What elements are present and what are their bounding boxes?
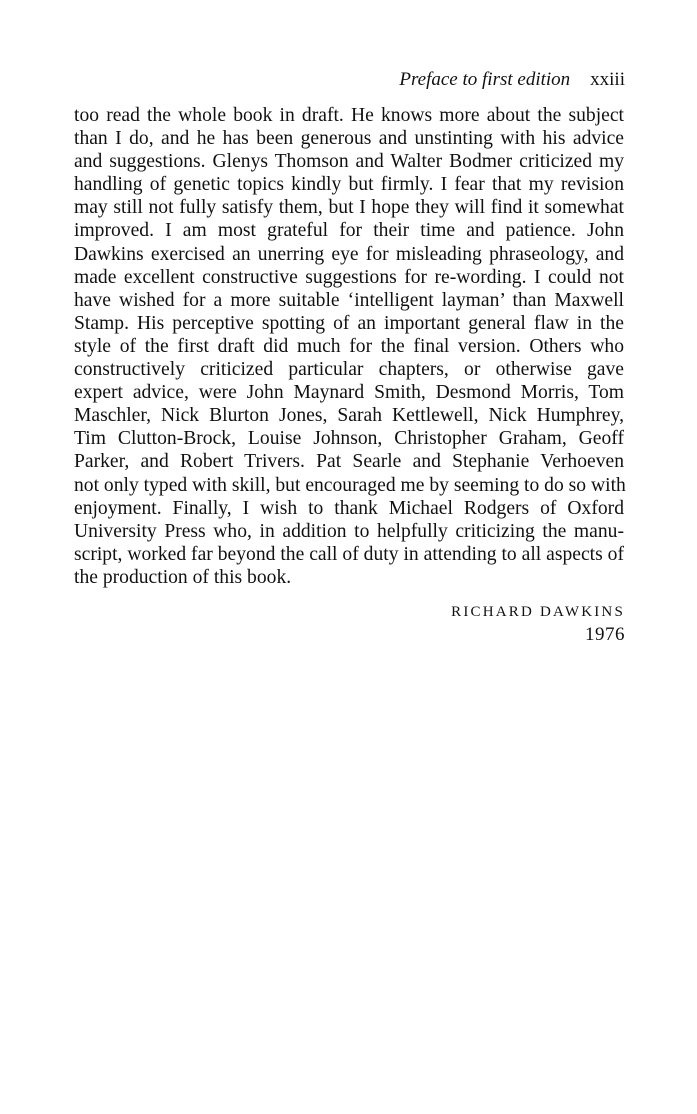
signature-year: 1976: [585, 624, 625, 645]
text-line: script, worked far beyond the call of duty in attending to all aspects of: [74, 543, 624, 565]
text-line: may still not fully satisfy them, but I hope they will find it somewhat: [74, 197, 624, 219]
text-line: and suggestions. Glenys Thomson and Walter Bodmer criticized my: [74, 151, 624, 173]
text-line: style of the first draft did much for the final version. Others who: [74, 335, 624, 357]
body-paragraph: [74, 104, 624, 589]
running-head: [399, 68, 625, 92]
signature-block: [451, 601, 625, 647]
text-line: not only typed with skill, but encouraged me by seeming to do so with: [74, 474, 626, 496]
text-line: improved. I am most grateful for their time and patience. John: [74, 220, 624, 242]
text-line: expert advice, were John Maynard Smith, Desmond Morris, Tom: [74, 382, 624, 404]
page-number: xxiii: [590, 69, 625, 90]
text-line: Tim Clutton-Brock, Louise Johnson, Christopher Graham, Geoff: [74, 428, 624, 450]
author-name: RICHARD DAWKINS: [451, 604, 625, 620]
text-line: Stamp. His perceptive spotting of an important general flaw in the: [74, 312, 624, 334]
text-line: the production of this book.: [74, 566, 292, 588]
text-line: enjoyment. Finally, I wish to thank Michael Rodgers of Oxford: [74, 497, 624, 519]
text-line: University Press who, in addition to helpfully criticizing the manu-: [74, 520, 624, 542]
text-line: Parker, and Robert Trivers. Pat Searle and Stephanie Verhoeven: [74, 451, 624, 473]
text-line: have wished for a more suitable ‘intelligent layman’ than Maxwell: [74, 289, 624, 311]
text-line: too read the whole book in draft. He knows more about the subject: [74, 105, 624, 126]
text-line: constructively criticized particular chapters, or otherwise gave: [74, 359, 624, 381]
text-line: made excellent constructive suggestions for re-wording. I could not: [74, 266, 624, 288]
running-head-title: Preface to first edition: [399, 69, 571, 90]
text-line: Maschler, Nick Blurton Jones, Sarah Kettlewell, Nick Humphrey,: [74, 405, 624, 427]
text-line: than I do, and he has been generous and unstinting with his advice: [74, 128, 624, 150]
text-line: Dawkins exercised an unerring eye for misleading phraseology, and: [74, 243, 624, 265]
text-line: handling of genetic topics kindly but firmly. I fear that my revision: [74, 174, 624, 196]
